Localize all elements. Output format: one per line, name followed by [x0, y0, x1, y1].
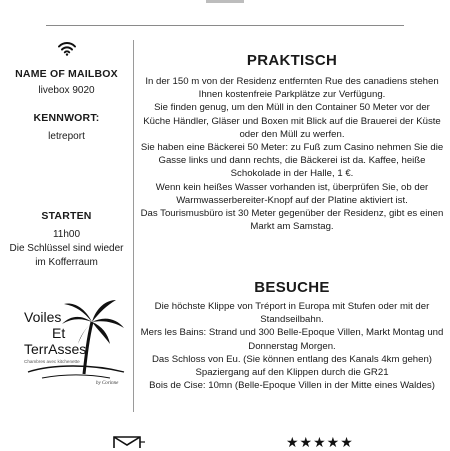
praktisch-parking: In der 150 m von der Residenz entfernten Rue des canadiens stehen Ihnen kostenfreie Parkplätze zur Verfügung.	[145, 76, 439, 101]
password-value: letreport	[48, 131, 85, 142]
start-note: Die Schlüssel sind wieder im Kofferraum	[9, 243, 124, 268]
header-remnant	[206, 0, 244, 3]
besuche-bois-de-cise: Bois de Cise: 10mn (Belle-Epoque Villen in der Mitte eines Waldes)	[149, 380, 435, 392]
besuche-section	[134, 279, 450, 392]
logo-line-3: TerrAsses	[24, 341, 87, 357]
start-time: 11h00	[52, 229, 81, 240]
praktisch-bakery: Sie haben eine Bäckerei 50 Meter: zu Fuß zum Casino nehmen Sie die Gasse links und dann rechts, die Bäckerei ist da. Kaffee, heiße Schokolade in der Halle, 1 €.	[140, 142, 444, 180]
besuche-body	[134, 300, 450, 392]
password-label: KENNWORT:	[33, 112, 100, 124]
besuche-title: BESUCHE	[254, 279, 330, 296]
wifi-icon	[57, 40, 77, 56]
top-divider	[46, 25, 404, 26]
logo-tagline: Chambres avec kitchenette	[24, 359, 80, 364]
praktisch-trash: Sie finden genug, um den Müll in den Container 50 Meter vor der Küche Händler, Gläser und Boxen mit Blick auf die Brauerei der Küste oder den Müll zu werfen.	[143, 102, 441, 140]
praktisch-section	[134, 52, 450, 233]
praktisch-title: PRAKTISCH	[246, 52, 338, 69]
logo-line-1: Voiles	[24, 309, 62, 325]
besuche-cliff-walk: Spaziergang auf den Klippen durch die GR21	[195, 367, 389, 379]
besuche-mers-les-bains: Mers les Bains: Strand und 300 Belle-Epoque Villen, Markt Montag und Donnerstag Morgen.	[140, 327, 444, 352]
logo-line-2: Et	[52, 325, 66, 341]
voiles-et-terrasses-logo	[22, 292, 128, 386]
besuche-cliff: Die höchste Klippe von Tréport in Europa mit Stufen oder mit der Standseilbahn.	[154, 301, 430, 326]
rating-stars: ★★★★★	[286, 434, 354, 450]
mailbox-label: NAME OF MAILBOX	[15, 68, 118, 80]
envelope-icon	[112, 434, 146, 450]
praktisch-tourism-office: Das Tourismusbüro ist 30 Meter gegenüber der Residenz, gibt es einen Markt am Samstag.	[140, 208, 444, 233]
wifi-panel	[0, 36, 133, 270]
besuche-castle: Das Schloss von Eu. (Sie können entlang des Kanals 4km gehen)	[152, 353, 432, 365]
logo-signature: by Corinne	[96, 381, 119, 386]
start-label: STARTEN	[41, 210, 92, 222]
praktisch-body	[134, 75, 450, 233]
mailbox-value: livebox 9020	[38, 85, 95, 96]
praktisch-hot-water: Wenn kein heißes Wasser vorhanden ist, überprüfen Sie, ob der Warmwasserbereiter-Knopf auf der Platine aktiviert ist.	[155, 181, 429, 206]
